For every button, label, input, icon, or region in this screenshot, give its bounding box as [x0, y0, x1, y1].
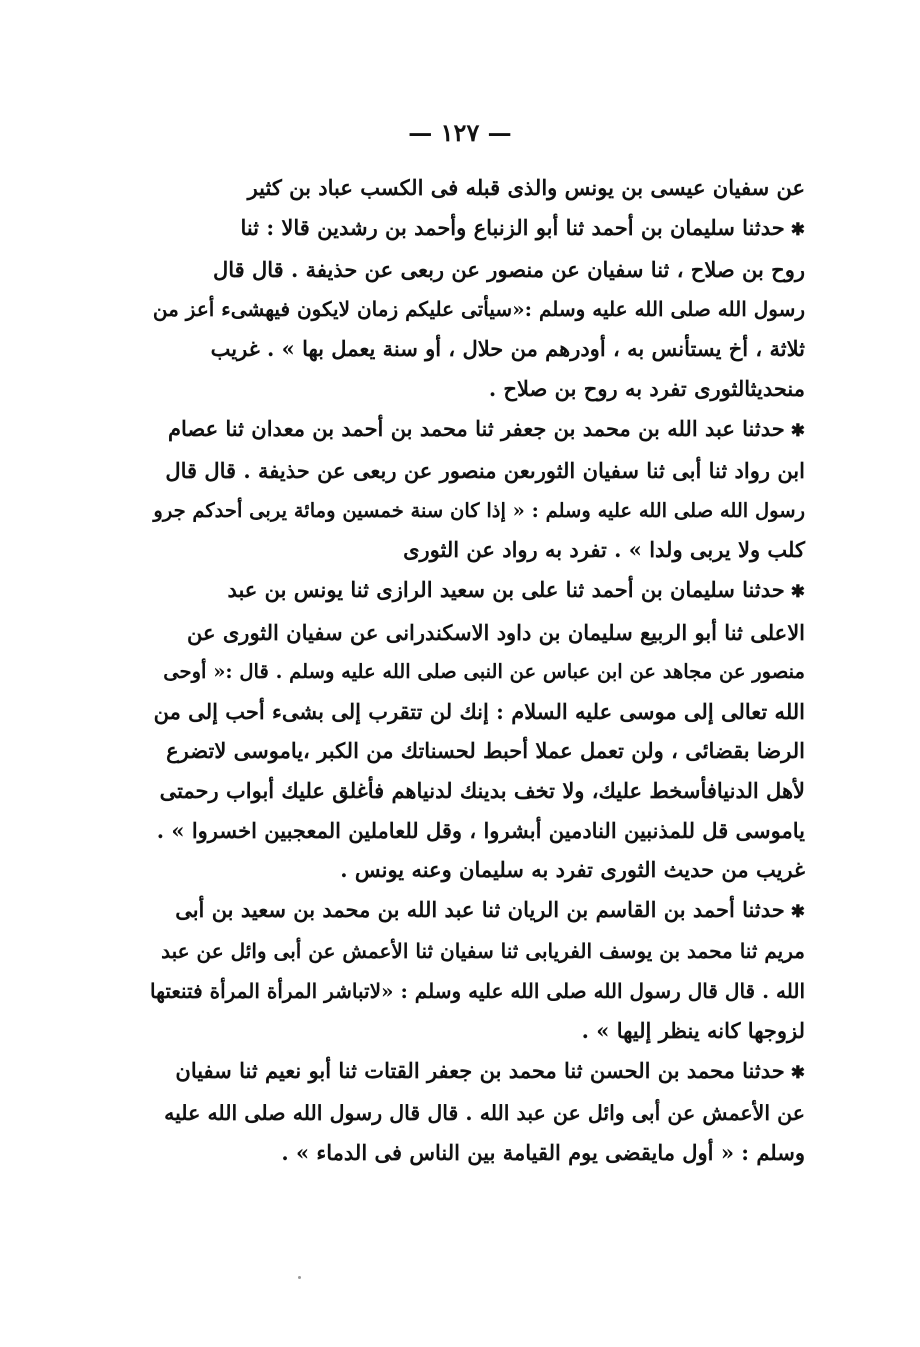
text-line: منصور عن مجاهد عن ابن عباس عن النبى صلى الله عليه وسلم . قال :« أوحى — [163, 660, 805, 684]
text-line: لزوجها كانه ينظر إليها » . — [581, 1018, 805, 1044]
paragraph-marker: ✱ — [790, 420, 805, 441]
text-line: ابن رواد ثنا أبى ثنا سفيان الثورىعن منصور عن ربعى عن حذيفة . قال قال — [165, 458, 805, 484]
text-line: الله تعالى إلى موسى عليه السلام : إنك لن تتقرب إلى بشىء أحب إلى من — [153, 698, 805, 724]
text-line-content: حدثنا عبد الله بن محمد بن جعفر ثنا محمد بن أحمد بن معدان ثنا عصام — [167, 415, 785, 441]
text-line: ياموسى قل للمذنبين النادمين أبشروا ، وقل للعاملين المعجبين اخسروا » . — [156, 817, 805, 843]
paragraph — [150, 1051, 805, 1173]
text-line: رسول الله صلى الله عليه وسلم : « إذا كان سنة خمسين ومائة يربى أحدكم جرو — [153, 498, 805, 522]
text-line: كلب ولا يربى ولدا » . تفرد به رواد عن الثورى — [403, 537, 805, 563]
paragraph — [150, 409, 805, 570]
text-line — [150, 570, 805, 613]
text-line — [150, 409, 805, 452]
paragraph — [150, 168, 805, 208]
text-line-content: حدثنا محمد بن الحسن ثنا محمد بن جعفر القتات ثنا أبو نعيم ثنا سفيان — [175, 1058, 785, 1084]
paragraph — [150, 890, 805, 1051]
paragraph-marker: ✱ — [790, 581, 805, 602]
paragraph — [150, 570, 805, 890]
text-line: عن الأعمش عن أبى وائل عن عبد الله . قال قال رسول الله صلى الله عليه — [164, 1100, 805, 1125]
page-number: — ١٢٧ — — [408, 118, 512, 147]
text-line — [150, 890, 805, 933]
text-line — [150, 208, 805, 251]
text-line: غريب من حديث الثورى تفرد به سليمان وعنه يونس . — [340, 857, 805, 883]
text-line — [150, 1051, 805, 1094]
text-line: الاعلى ثنا أبو الربيع سليمان بن داود الاسكندرانى عن سفيان الثورى عن — [187, 619, 805, 645]
text-line: لأهل الدنيافأسخط عليك، ولا تخف بدينك لدنياهم فأغلق عليك أبواب رحمتى — [159, 777, 805, 803]
body-text — [150, 168, 805, 1173]
text-line: منحديثالثورى تفرد به روح بن صلاح . — [488, 375, 805, 401]
text-line: الله . قال قال رسول الله صلى الله عليه وسلم : «لاتباشر المرأة المرأة فتنعتها — [150, 978, 805, 1003]
text-line: الرضا بقضائى ، ولن تعمل عملا أحبط لحسناتك من الكبر ،ياموسى لاتضرع — [166, 738, 805, 764]
text-line-content: حدثنا أحمد بن القاسم بن الريان ثنا عبد الله بن محمد بن سعيد بن أبى — [175, 896, 785, 922]
text-line: مريم ثنا محمد بن يوسف الفريابى ثنا سفيان ثنا الأعمش عن أبى وائل عن عبد — [161, 939, 805, 964]
text-line: روح بن صلاح ، ثنا سفيان عن منصور عن ربعى عن حذيفة . قال قال — [212, 257, 805, 283]
text-line: عن سفيان عيسى بن يونس والذى قبله فى الكسب عباد بن كثير — [247, 175, 805, 200]
paragraph — [150, 208, 805, 409]
text-line: ثلاثة ، أخ يستأنس به ، أودرهم من حلال ، أو سنة يعمل بها » . غريب — [210, 336, 805, 362]
paper-speck — [298, 1276, 301, 1279]
text-line-content: حدثنا سليمان بن أحمد ثنا أبو الزنباع وأحمد بن رشدين قالا : ثنا — [240, 214, 785, 240]
paragraph-marker: ✱ — [790, 1063, 805, 1084]
text-line: وسلم : « أول مايقضى يوم القيامة بين الناس فى الدماء » . — [281, 1140, 805, 1166]
text-line: رسول الله صلى الله عليه وسلم :«سيأتى عليكم زمان لايكون فيهشىء أعز من — [152, 296, 805, 321]
paragraph-marker: ✱ — [790, 219, 805, 240]
paragraph-marker: ✱ — [790, 901, 805, 922]
text-line-content: حدثنا سليمان بن أحمد ثنا على بن سعيد الرازى ثنا يونس بن عبد — [227, 576, 785, 602]
